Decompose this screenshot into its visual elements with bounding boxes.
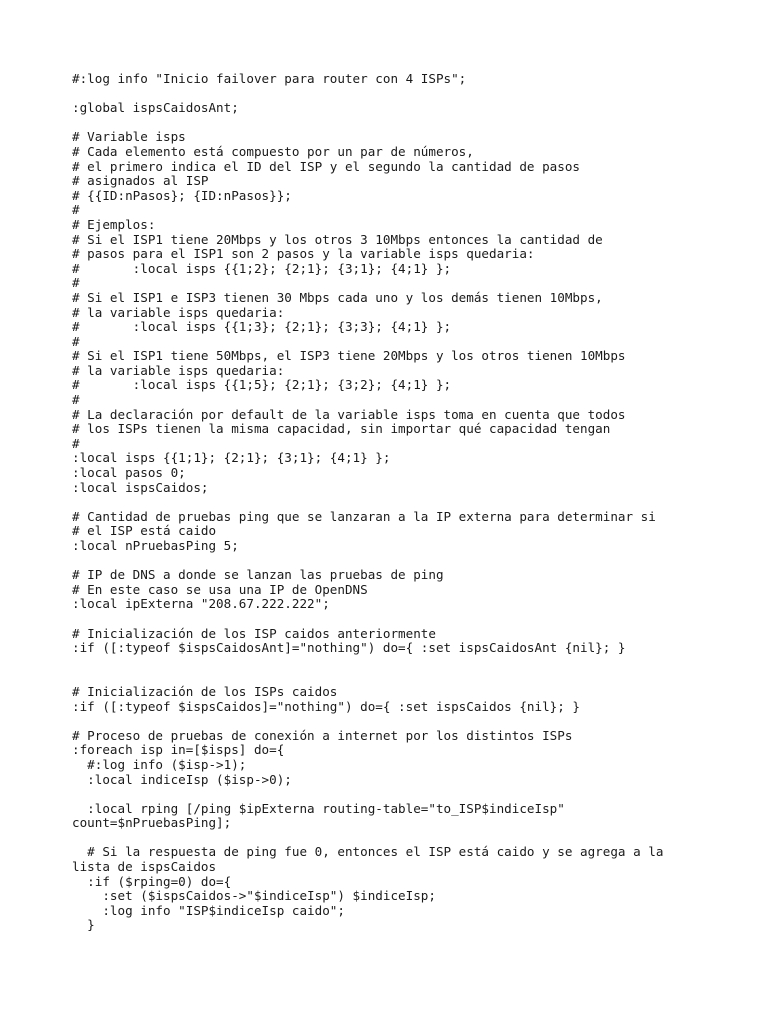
code-line: # (72, 202, 80, 218)
code-line (72, 670, 732, 685)
code-line: # La declaración por default de la variable isps toma en cuenta que todos (72, 406, 626, 422)
code-line: :local ispsCaidos; (72, 479, 209, 495)
code-line: # (72, 435, 80, 451)
code-line (72, 612, 732, 627)
code-line: :local rping [/ping $ipExterna routing-table="to_ISP$indiceIsp" (72, 800, 565, 816)
code-line (72, 714, 732, 729)
code-line: :if ($rping=0) do={ (72, 873, 232, 889)
document-page (72, 72, 732, 933)
code-line: :local ipExterna "208.67.222.222"; (72, 596, 330, 612)
code-line: # Cada elemento está compuesto por un par de números, (72, 143, 474, 159)
code-line (72, 831, 732, 846)
code-line: :if ([:typeof $ispsCaidos]="nothing") do={ :set ispsCaidos {nil}; } (72, 698, 580, 714)
code-line: # Cantidad de pruebas ping que se lanzaran a la IP externa para determinar si (72, 508, 656, 524)
code-line: # {{ID:nPasos}; {ID:nPasos}}; (72, 187, 292, 203)
code-line: # Proceso de pruebas de conexión a internet por los distintos ISPs (72, 727, 573, 743)
code-line: # (72, 392, 80, 408)
code-line: # (72, 275, 80, 291)
code-line (72, 554, 732, 569)
code-line: :set ($ispsCaidos->"$indiceIsp") $indiceIsp; (72, 888, 436, 904)
code-line: :local pasos 0; (72, 465, 186, 481)
code-line: # la variable isps quedaria: (72, 304, 285, 320)
code-line: # Si la respuesta de ping fue 0, entonces el ISP está caido y se agrega a la (72, 844, 664, 860)
code-line: :foreach isp in=[$isps] do={ (72, 742, 285, 758)
code-line: # asignados al ISP (72, 173, 209, 189)
code-line: # Inicialización de los ISPs caidos (72, 683, 338, 699)
code-line: :local indiceIsp ($isp->0); (72, 771, 292, 787)
code-line (72, 87, 732, 102)
code-line (72, 656, 732, 671)
code-line: #:log info ($isp->1); (72, 756, 247, 772)
code-line: # Ejemplos: (72, 216, 156, 232)
code-line: # :local isps {{1;5}; {2;1}; {3;2}; {4;1} }; (72, 377, 452, 393)
code-line (72, 495, 732, 510)
code-line: # pasos para el ISP1 son 2 pasos y la variable isps quedaria: (72, 246, 535, 262)
code-line: count=$nPruebasPing]; (72, 815, 232, 831)
code-line: # la variable isps quedaria: (72, 362, 285, 378)
code-line: # los ISPs tienen la misma capacidad, sin importar qué capacidad tengan (72, 421, 611, 437)
code-line (72, 116, 732, 131)
code-line (72, 787, 732, 802)
code-line: # Si el ISP1 tiene 50Mbps, el ISP3 tiene 20Mbps y los otros tienen 10Mbps (72, 348, 626, 364)
code-line: # Inicialización de los ISP caidos anteriormente (72, 625, 436, 641)
code-line: # (72, 333, 80, 349)
code-line: # :local isps {{1;3}; {2;1}; {3;3}; {4;1} }; (72, 319, 452, 335)
code-line: # IP de DNS a donde se lanzan las pruebas de ping (72, 567, 444, 583)
code-line: } (72, 917, 95, 933)
code-line: # el ISP está caido (72, 523, 217, 539)
code-line: :log info "ISP$indiceIsp caido"; (72, 902, 345, 918)
code-line: :global ispsCaidosAnt; (72, 100, 239, 116)
code-line: # En este caso se usa una IP de OpenDNS (72, 581, 368, 597)
code-line: # Variable isps (72, 129, 186, 145)
code-line: lista de ispsCaidos (72, 859, 217, 875)
code-line: :local isps {{1;1}; {2;1}; {3;1}; {4;1} }; (72, 450, 391, 466)
code-line: :if ([:typeof $ispsCaidosAnt]="nothing") do={ :set ispsCaidosAnt {nil}; } (72, 640, 626, 656)
code-line: # Si el ISP1 tiene 20Mbps y los otros 3 10Mbps entonces la cantidad de (72, 231, 603, 247)
code-line: # el primero indica el ID del ISP y el segundo la cantidad de pasos (72, 158, 580, 174)
code-line: #:log info "Inicio failover para router con 4 ISPs"; (72, 71, 467, 86)
code-line: :local nPruebasPing 5; (72, 538, 239, 553)
code-line: # Si el ISP1 e ISP3 tienen 30 Mbps cada uno y los demás tienen 10Mbps, (72, 289, 603, 305)
code-line: # :local isps {{1;2}; {2;1}; {3;1}; {4;1} }; (72, 260, 452, 276)
